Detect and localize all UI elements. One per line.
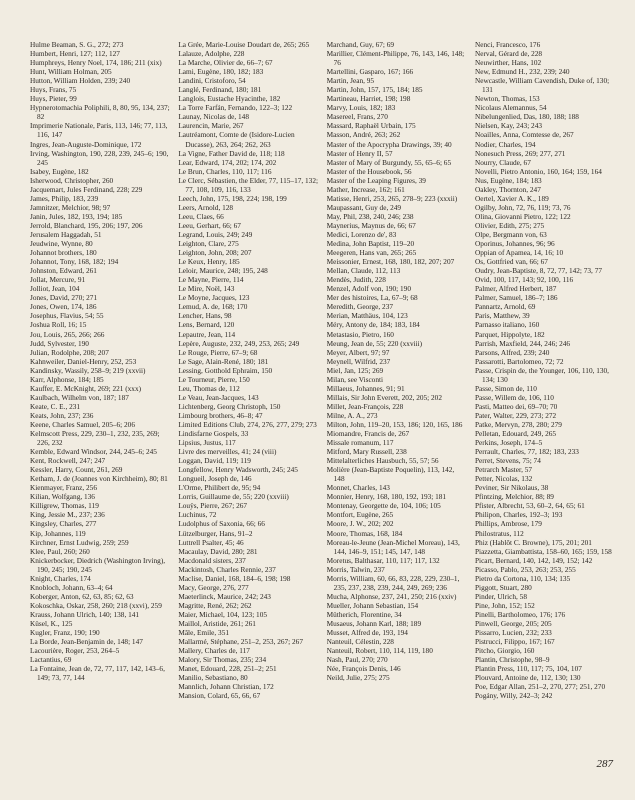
index-entry: Le Brun, Charles, 110, 117; 116: [178, 166, 272, 176]
index-entry: Oakley, Thornton, 247: [474, 184, 541, 194]
index-entry: Pinelli, Bartholomeo, 176; 176: [474, 609, 566, 619]
index-entry: Maclise, Daniel, 168, 184–6, 198; 198: [178, 573, 291, 583]
index-entry: Masson, André, 263; 262: [326, 130, 401, 140]
index-entry: Master of the Leaping Figures, 39: [326, 175, 426, 185]
index-entry: Musaeus, Johann Karl, 188; 189: [326, 619, 422, 628]
index-entry: Moore, J. W., 202; 202: [326, 519, 394, 529]
index-entry: Pfister, Albrecht, 53, 60–2, 64, 65; 61: [474, 501, 585, 511]
index-entry: L'Orme, Philibert de, 95; 94: [178, 483, 261, 493]
index-entry: Ovid, 100, 117, 143; 92, 100, 116: [474, 275, 574, 285]
index-entry: Lessing, Gotthold Ephraim, 150: [178, 365, 273, 375]
index-entry: Piazzetta, Giambattista, 158–60, 165; 159, 158: [474, 546, 612, 556]
index-entry: Mitford, Mary Russell, 238: [326, 447, 407, 457]
index-entry: Huys, Frans, 75: [30, 85, 77, 95]
index-entry: Janin, Jules, 182, 193, 194; 185: [30, 211, 123, 221]
index-column-3: [327, 40, 467, 752]
index-entry: Plouvard, Antoine de, 112, 130; 130: [474, 673, 581, 683]
index-entry: Passarotti, Bartolomeo, 72; 72: [474, 356, 564, 366]
index-entry: Jerrold, Blanchard, 195, 206; 197, 206: [30, 220, 143, 230]
index-entry: Pine, John, 152; 152: [474, 600, 535, 610]
index-entry: Lindisfarne Gospels, 33: [178, 429, 249, 439]
index-entry: Maier, Michael, 104, 123; 105: [178, 609, 267, 619]
index-entry: Patke, Mervyn, 278, 280; 279: [474, 419, 562, 429]
index-entry: Master of the Apocrypha Drawings, 39; 40: [326, 139, 452, 149]
index-entry: Picasso, Pablo, 253, 263; 253, 255: [474, 564, 576, 574]
index-entry: Meynell, Wilfrid, 237: [326, 356, 391, 366]
index-entry: Pasti, Matteo dei, 69–70; 70: [474, 401, 558, 411]
index-entry: Lalauze, Adolphe, 228: [178, 49, 245, 59]
index-entry: Lencher, Hans, 98: [178, 311, 232, 321]
index-entry: Jolliot, Jean, 104: [30, 284, 80, 294]
index-entry: Mansion, Colard, 65, 66, 67: [178, 691, 261, 701]
index-column-2: [178, 40, 318, 752]
index-entry: Olpe, Bergmann von, 63: [474, 229, 547, 239]
index-entry: Mather, Increase, 162; 161: [326, 184, 405, 194]
index-entry: Lemud, A. de, 168; 170: [178, 302, 248, 312]
index-entry: Marillier, Clément-Philippe, 76, 143, 146, 148; 76: [326, 49, 465, 68]
index-entry: Millaeus, Johannes, 91; 91: [326, 383, 405, 393]
index-entry: Knight, Charles, 174: [30, 573, 91, 583]
index-entry: Josephus, Flavius, 54; 55: [30, 311, 104, 321]
index-entry: Palmer, Samuel, 186–7; 186: [474, 293, 558, 303]
index-entry: Keene, Charles Samuel, 205–6; 206: [30, 419, 135, 429]
index-entry: Oporinus, Johannes, 96; 96: [474, 239, 555, 249]
index-entry: Pfintzing, Melchior, 88; 89: [474, 492, 554, 502]
index-entry: Leighton, Clare, 275: [178, 239, 239, 249]
index-entry: Mackintosh, Charles Rennie, 237: [178, 564, 276, 574]
index-entry: Pinwell, George, 205; 205: [474, 619, 552, 628]
index-entry: Küsel, K., 125: [30, 619, 73, 628]
index-entry: Novelli, Pietro Antonio, 160, 164; 159, 164: [474, 166, 602, 176]
index-entry: Kip, Johannes, 119: [30, 528, 86, 538]
index-entry: Os, Gottfried van, 66; 67: [474, 257, 548, 267]
index-entry: Jeudwine, Wynne, 80: [30, 239, 93, 249]
index-entry: Menzel, Adolf von, 190; 190: [326, 284, 411, 294]
index-entry: Kelmscott Press, 229, 230–1, 232, 235, 269; 226, 232: [30, 429, 160, 448]
index-entry: Le Sage, Alain-René, 180; 181: [178, 356, 269, 366]
index-entry: Isherwood, Christopher, 260: [30, 175, 114, 185]
index-entry: Ketham, J. de (Joannes von Kirchheim), 80; 81: [30, 474, 168, 484]
index-entry: Moreau-le-Jeune (Jean-Michel Moreau), 143, 144, 146–9, 151; 145, 147, 148: [326, 537, 460, 556]
index-entry: Parnasso italiano, 160: [474, 320, 540, 330]
index-entry: Milne, A. A., 273: [326, 410, 378, 420]
index-entry: Magritte, René, 262; 262: [178, 600, 252, 610]
index-entry: Martellini, Gasparo, 167; 166: [326, 67, 414, 77]
index-entry: Knickerbocker, Diedrich (Washington Irving), 190, 245; 190, 245: [30, 555, 166, 574]
index-entry: La Marche, Olivier de, 66–7; 67: [178, 58, 273, 68]
index-entry: Killigrew, Thomas, 119: [30, 501, 99, 511]
index-entry: Lepautre, Jean, 114: [178, 329, 236, 339]
index-entry: Le Keux, Henry, 185: [178, 257, 240, 267]
index-entry: Luttrell Psalter, 45; 46: [178, 537, 244, 547]
index-entry: Lami, Eugène, 180, 182; 183: [178, 67, 264, 77]
index-entry: Mütherich, Florentine, 34: [326, 609, 402, 619]
index-entry: Plantin, Christophe, 98–9: [474, 655, 550, 665]
index-entry: Nonesuch Press, 269; 277, 271: [474, 148, 566, 158]
index-entry: Poe, Edgar Allan, 251–2, 270, 277; 251, 270: [474, 682, 606, 692]
index-entry: Isabey, Eugène, 182: [30, 166, 89, 176]
index-entry: Meung, Jean de, 55; 220 (xxviii): [326, 338, 423, 348]
index-entry: Luchinus, 72: [178, 510, 217, 520]
index-entry: Launay, Nicolas de, 148: [178, 112, 249, 122]
index-entry: Massard, Raphaël Urbain, 175: [326, 121, 416, 131]
index-entry: Leeu, Gerhart, 66; 67: [178, 220, 241, 230]
index-entry: Mittelalterliches Hausbuch, 55, 57; 56: [326, 456, 439, 466]
index-entry: Jou, Louis, 265, 266; 266: [30, 329, 105, 339]
index-entry: Mendès, Judith, 228: [326, 275, 386, 285]
index-entry: Kugler, Franz, 190; 190: [30, 628, 100, 638]
index-entry: Macaulay, David, 280; 281: [178, 546, 258, 556]
index-entry: Meredith, George, 237: [326, 302, 393, 312]
index-entry: Martin, Jean, 95: [326, 76, 375, 86]
index-entry: Maillol, Aristide, 261; 261: [178, 619, 256, 628]
index-entry: Kent, Rockwell, 247; 247: [30, 456, 106, 466]
index-entry: Jerusalem Haggadah, 51: [30, 229, 102, 239]
index-entry: Martineau, Harriet, 198; 198: [326, 94, 411, 104]
index-entry: Louÿs, Pierre, 267; 267: [178, 501, 248, 511]
index-entry: Le Clerc, Sébastien, the Elder, 77, 115–17, 132; 77, 108, 109, 116, 133: [178, 175, 318, 194]
index-entry: Née, François Denis, 146: [326, 664, 401, 674]
index-entry: Phiz (Hablôt C. Browne), 175, 201; 201: [474, 537, 592, 547]
index-entry: Langlois, Eustache Hyacinthe, 182: [178, 94, 281, 104]
index-entry: Le Tourneur, Pierre, 150: [178, 374, 250, 384]
index-entry: Irving, Washington, 190, 228, 239, 245–6; 190, 245: [30, 148, 169, 167]
index-entry: Leers, Arnold, 128: [178, 202, 234, 212]
index-entry: Marvy, Louis, 182; 183: [326, 103, 396, 113]
index-entry: Petter, Nicolas, 132: [474, 474, 533, 484]
index-entry: Pinder, Ulrich, 58: [474, 591, 527, 601]
index-entry: Lens, Bernard, 120: [178, 320, 235, 330]
index-entry: Laurencin, Marie, 267: [178, 121, 244, 131]
index-entry: Mer des histoires, La, 67–9; 68: [326, 293, 418, 303]
index-entry: Julian, Rodolphe, 208; 207: [30, 347, 109, 357]
index-entry: Nenci, Francesco, 176: [474, 40, 541, 49]
index-entry: La Vigne, Father David de, 118; 118: [178, 148, 285, 158]
index-entry: Missale romanum, 117: [326, 438, 394, 448]
index-entry: Piggott, Stuart, 280: [474, 582, 532, 592]
index-entry: Oudry, Jean-Baptiste, 8, 72, 77, 142; 73, 77: [474, 266, 602, 276]
index-entry: King, Jessie M., 237; 236: [30, 510, 105, 520]
index-entry: Maupassant, Guy de, 249: [326, 202, 402, 212]
index-entry: Petrarch Master, 57: [474, 465, 533, 475]
index-entry: Kokoschka, Oskar, 258, 260; 218 (xxvi), 259: [30, 600, 162, 610]
index-entry: Pelletan, Edouard, 249, 265: [474, 429, 557, 439]
index-entry: Pietro da Cortona, 110, 134; 135: [474, 573, 571, 583]
index-entry: Nash, Paul, 270; 270: [326, 655, 388, 665]
index-entry: Limbourg brothers, 46–8; 47: [178, 410, 263, 420]
index-entry: Kienmayer, Franz, 256: [30, 483, 97, 493]
index-entry: Pannartz, Arnold, 69: [474, 302, 536, 312]
index-entry: Ingres, Jean-Auguste-Dominique, 172: [30, 139, 142, 149]
index-entry: Hulme Beaman, S. G., 272; 273: [30, 40, 124, 49]
index-entry: Milton, John, 119–20, 153, 186; 120, 165, 186: [326, 419, 463, 429]
index-entry: Huys, Pieter, 99: [30, 94, 77, 104]
index-entry: Moore, Thomas, 168, 184: [326, 528, 403, 538]
index-entry: Lichtenberg, Georg Christoph, 150: [178, 401, 281, 411]
index-entry: Krauss, Johann Ulrich, 140; 138, 141: [30, 609, 140, 619]
index-entry: Jacquemart, Jules Ferdinand, 228; 229: [30, 184, 143, 194]
index-entry: Morris, Talwin, 237: [326, 564, 385, 574]
index-entry: Neuwirther, Hans, 102: [474, 58, 542, 68]
index-entry: Karr, Alphonse, 184; 185: [30, 374, 104, 384]
index-entry: Molière (Jean-Baptiste Poquelin), 113, 142, 148: [326, 465, 455, 484]
index-entry: Longueil, Joseph de, 146: [178, 474, 252, 484]
index-entry: Paris, Matthew, 39: [474, 311, 530, 321]
index-column-1: [30, 40, 170, 752]
index-entry: Parrish, Maxfield, 244, 246; 246: [474, 338, 571, 348]
index-entry: Hutton, William Holden, 239; 240: [30, 76, 131, 86]
index-entry: Peviner, Sir Nikolaus, 38: [474, 483, 549, 493]
index-entry: Masereel, Frans, 270: [326, 112, 388, 122]
index-entry: Nourry, Claude, 67: [474, 157, 531, 167]
index-entry: Meissonier, Ernest, 168, 180, 182, 207; 207: [326, 257, 455, 267]
index-entry: Mallery, Charles de, 117: [178, 646, 250, 656]
index-entry: Ludolphus of Saxonia, 66; 66: [178, 519, 265, 529]
index-entry: Oppian of Apamea, 14, 16; 10: [474, 248, 564, 258]
index-entry: Miomandre, Francis de, 267: [326, 429, 410, 439]
index-entry: Nerval, Gérard de, 228: [474, 49, 543, 59]
index-entry: Maeterlinck, Maurice, 242; 243: [178, 591, 271, 601]
index-entry: Plantin Press, 110, 117; 75, 104, 107: [474, 664, 582, 674]
index-entry: Phillips, Ambrose, 179: [474, 519, 542, 529]
index-entry: Metastasio, Pietro, 160: [326, 329, 394, 339]
index-entry: Kemble, Edward Windsor, 244, 245–6; 245: [30, 447, 157, 457]
index-entry: Pater, Walter, 229, 273; 272: [474, 410, 557, 420]
index-entry: Johannot, Tony, 168, 182; 194: [30, 257, 119, 267]
index-columns: [30, 40, 615, 752]
index-entry: Le Mire, Noël, 143: [178, 284, 235, 294]
index-entry: Hunt, William Holman, 205: [30, 67, 112, 77]
index-entry: Parsons, Alfred, 239; 240: [474, 347, 550, 357]
index-entry: Musset, Alfred de, 193, 194: [326, 628, 408, 638]
index-entry: Joshua Roll, 16; 15: [30, 320, 87, 330]
index-entry: La Grée, Marie-Louise Doudart de, 265; 265: [178, 40, 310, 49]
index-entry: Mallarmé, Stéphane, 251–2, 253, 267; 267: [178, 637, 303, 647]
index-entry: Lautréamont, Comte de (Isidore-Lucien Ducasse), 263, 264; 262, 263: [178, 130, 295, 149]
index-entry: Master of Mary of Burgundy, 55, 65–6; 65: [326, 157, 452, 167]
index-entry: Philostratus, 112: [474, 528, 524, 538]
index-entry: Noailles, Anna, Comtesse de, 267: [474, 130, 574, 140]
index-entry: Nielsen, Kay, 243; 243: [474, 121, 542, 131]
index-column-4: [475, 40, 615, 752]
index-entry: Leloir, Maurice, 248; 195, 248: [178, 266, 268, 276]
index-entry: Olina, Giovanni Pietro, 122; 122: [474, 211, 571, 221]
index-entry: Johannot brothers, 180: [30, 248, 97, 258]
index-entry: Kessler, Harry, Count, 261, 269: [30, 465, 123, 475]
index-entry: Legrand, Louis, 249; 249: [178, 229, 253, 239]
index-entry: Palmer, Alfred Herbert, 187: [474, 284, 557, 294]
index-entry: Lützelburger, Hans, 91–2: [178, 528, 253, 538]
index-entry: Passe, Crispin de, the Younger, 106, 110, 130, 134; 130: [474, 365, 610, 384]
index-entry: Leighton, John, 208; 207: [178, 248, 252, 258]
index-entry: Kandinsky, Wassily, 258–9; 219 (xxvii): [30, 365, 146, 375]
index-entry: Perret, Stevens, 75; 74: [474, 456, 541, 466]
index-entry: Johnston, Edward, 261: [30, 266, 97, 276]
index-entry: Meegeren, Hans van, 265; 265: [326, 248, 417, 258]
index-entry: Matisse, Henri, 253, 265, 278–9; 223 (xxxii): [326, 193, 458, 203]
index-entry: Montfort, Eugène, 265: [326, 510, 394, 520]
index-entry: Loggan, David, 119; 119: [178, 456, 251, 466]
index-entry: Martin, John, 157, 175, 184; 185: [326, 85, 423, 95]
index-entry: Méry, Antony de, 184; 183, 184: [326, 320, 420, 330]
index-entry: Philipon, Charles, 192–3; 193: [474, 510, 563, 520]
index-entry: Mueller, Johann Sebastian, 154: [326, 600, 419, 610]
index-entry: Nicolaus Alemannus, 54: [474, 103, 547, 113]
index-entry: Perrault, Charles, 77, 182; 183, 233: [474, 447, 579, 457]
index-entry: Nanteuil, Robert, 110, 114, 119, 180: [326, 646, 433, 656]
index-entry: Miel, Jan, 125; 269: [326, 365, 384, 375]
index-entry: Monnet, Charles, 143: [326, 483, 390, 493]
index-entry: Le Moyne, Jacques, 123: [178, 293, 250, 303]
index-entry: Jamnitzer, Melchior, 98; 97: [30, 202, 111, 212]
index-entry: Marchand, Guy, 67; 69: [326, 40, 395, 49]
index-entry: Hypnerotomachia Poliphili, 8, 80, 95, 134, 237; 82: [30, 103, 170, 122]
index-entry: Passe, Simon de, 110: [474, 383, 537, 393]
index-entry: Lacourière, Roger, 253, 264–5: [30, 646, 120, 656]
index-entry: Manet, Edouard, 228, 251–2; 251: [178, 664, 277, 674]
index-entry: Newcastle, William Cavendish, Duke of, 130; 131: [474, 76, 610, 95]
index-entry: La Torre Farfán, Fernando, 122–3; 122: [178, 103, 293, 113]
index-entry: Millet, Jean-François, 228: [326, 401, 404, 411]
index-entry: Nodier, Charles, 194: [474, 139, 536, 149]
index-entry: Pistrucci, Filippo, 167; 167: [474, 637, 555, 647]
index-entry: Macy, George, 276, 277: [178, 582, 249, 592]
index-entry: Keate, C. E., 231: [30, 401, 81, 411]
index-entry: Macdonald sisters, 237: [178, 555, 246, 565]
index-entry: Monnier, Henry, 168, 180, 192, 193; 181: [326, 492, 447, 502]
index-entry: Le Veau, Jean-Jacques, 143: [178, 392, 259, 402]
index-entry: Livre des merveilles, 41; 24 (viii): [178, 447, 277, 457]
index-entry: Moretus, Balthasar, 110, 117; 117, 132: [326, 555, 440, 565]
index-entry: Pitcho, Giorgio, 160: [474, 646, 535, 656]
index-entry: Leu, Thomas de, 112: [178, 383, 240, 393]
index-entry: Medici, Lorenzo de', 83: [326, 229, 397, 239]
index-entry: Leeu, Claes, 66: [178, 211, 224, 221]
index-entry: Jones, David, 270; 271: [30, 293, 98, 303]
index-entry: Klee, Paul, 260; 260: [30, 546, 90, 556]
index-entry: Kingsley, Charles, 277: [30, 519, 97, 529]
index-entry: Landini, Cristoforo, 54: [178, 76, 246, 86]
index-entry: Neild, Julie, 275; 275: [326, 673, 390, 683]
index-entry: Kilian, Wolfgang, 136: [30, 492, 95, 502]
index-entry: Kahnweiler, Daniel-Henry, 252, 253: [30, 356, 137, 366]
index-entry: La Borde, Jean-Benjamin de, 148; 147: [30, 637, 143, 647]
index-entry: Ogilby, John, 72, 76, 119; 73, 76: [474, 202, 571, 212]
index-entry: Humphreys, Henry Noel, 174, 186; 211 (xix): [30, 58, 162, 68]
index-entry: Lipsius, Justus, 117: [178, 438, 236, 448]
index-entry: New, Edmund H., 232, 239; 240: [474, 67, 570, 77]
index-entry: La Fontaine, Jean de, 72, 77, 117, 142, 143–6, 149; 73, 77, 144: [30, 664, 165, 683]
index-entry: Mannlich, Johann Christian, 172: [178, 682, 274, 692]
index-entry: Limited Editions Club, 274, 276, 277, 279; 273: [178, 419, 317, 429]
index-entry: Leech, John, 175, 198, 224; 198, 199: [178, 193, 287, 203]
index-entry: Lactantius, 69: [30, 655, 72, 665]
index-entry: Morris, William, 60, 66, 83, 228, 229, 230–1, 235, 237, 238, 239, 244, 249, 269; 236: [326, 573, 460, 592]
index-entry: Humbert, Henri, 127; 112, 127: [30, 49, 120, 59]
index-entry: Koberger, Anton, 62, 63, 85; 62, 63: [30, 591, 134, 601]
index-entry: Keats, John, 237; 236: [30, 410, 94, 420]
index-entry: Millais, Sir John Everett, 202, 205; 202: [326, 392, 442, 402]
index-entry: Master of the Housebook, 56: [326, 166, 412, 176]
index-entry: James, Philip, 183, 239: [30, 193, 99, 203]
index-entry: Mucha, Alphonse, 237, 241, 250; 216 (xxiv): [326, 591, 457, 601]
index-entry: Knobloch, Johann, 63–4; 64: [30, 582, 113, 592]
index-entry: Kauffer, E. McKnight, 269; 221 (xxx): [30, 383, 142, 393]
index-entry: Pissarro, Lucien, 232; 233: [474, 628, 552, 638]
index-entry: Lorris, Guillaume de, 55; 220 (xxviii): [178, 492, 289, 502]
index-entry: Jollat, Mercure, 91: [30, 275, 86, 285]
index-entry: Medina, John Baptist, 119–20: [326, 239, 415, 249]
index-entry: Manilio, Sebastiano, 80: [178, 673, 248, 683]
index-entry: Jones, Owen, 174, 186: [30, 302, 97, 312]
index-entry: May, Phil, 238, 240, 246; 238: [326, 211, 414, 221]
index-entry: Maynerius, Maynus de, 66; 67: [326, 220, 416, 230]
index-entry: Olivier, Edith, 275; 275: [474, 220, 545, 230]
index-entry: Langlé, Ferdinand, 180; 181: [178, 85, 262, 95]
index-entry: Le Mayne, Pierre, 114: [178, 275, 244, 285]
index-entry: Imprimerie Nationale, Paris, 113, 146; 77, 113, 116, 147: [30, 121, 168, 140]
index-entry: Meyer, Albert, 97; 97: [326, 347, 390, 357]
index-entry: Merian, Matthäus, 104, 123: [326, 311, 408, 321]
index-entry: Judd, Sylvester, 190: [30, 338, 89, 348]
index-entry: Lear, Edward, 174, 202; 174, 202: [178, 157, 277, 167]
index-entry: Lepère, Auguste, 232, 249, 253, 265; 249: [178, 338, 300, 348]
index-entry: Le Rouge, Pierre, 67–9; 68: [178, 347, 258, 357]
index-entry: Milan, see Visconti: [326, 374, 384, 384]
index-entry: Parquet, Hippolyte, 182: [474, 329, 545, 339]
index-entry: Longfellow, Henry Wadsworth, 245; 245: [178, 465, 298, 475]
index-entry: Newton, Thomas, 153: [474, 94, 540, 104]
index-entry: Mellan, Claude, 112, 113: [326, 266, 401, 276]
index-entry: Nibelungenlied, Das, 180, 188; 188: [474, 112, 579, 122]
index-entry: Malory, Sir Thomas, 235; 234: [178, 655, 267, 665]
index-entry: Kaulbach, Wilhelm von, 187; 187: [30, 392, 129, 402]
page-number: 287: [596, 758, 613, 770]
index-entry: Mâle, Emile, 351: [178, 628, 229, 638]
index-entry: Nus, Eugène, 184; 183: [474, 175, 542, 185]
index-entry: Picart, Bernard, 140, 142, 149, 152; 142: [474, 555, 593, 565]
index-entry: Perkins, Joseph, 174–5: [474, 438, 543, 448]
index-entry: Passe, Willem de, 106, 110: [474, 392, 554, 402]
index-entry: Pogány, Willy, 242–3; 242: [474, 691, 553, 701]
index-entry: Oertel, Xavier A. K., 189: [474, 193, 549, 203]
index-entry: Master of Henry II, 57: [326, 148, 393, 158]
index-entry: Nanteuil, Célestin, 228: [326, 637, 394, 647]
index-entry: Kirchner, Ernst Ludwig, 259; 259: [30, 537, 129, 547]
index-entry: Montenay, Georgette de, 104, 106; 105: [326, 501, 441, 511]
